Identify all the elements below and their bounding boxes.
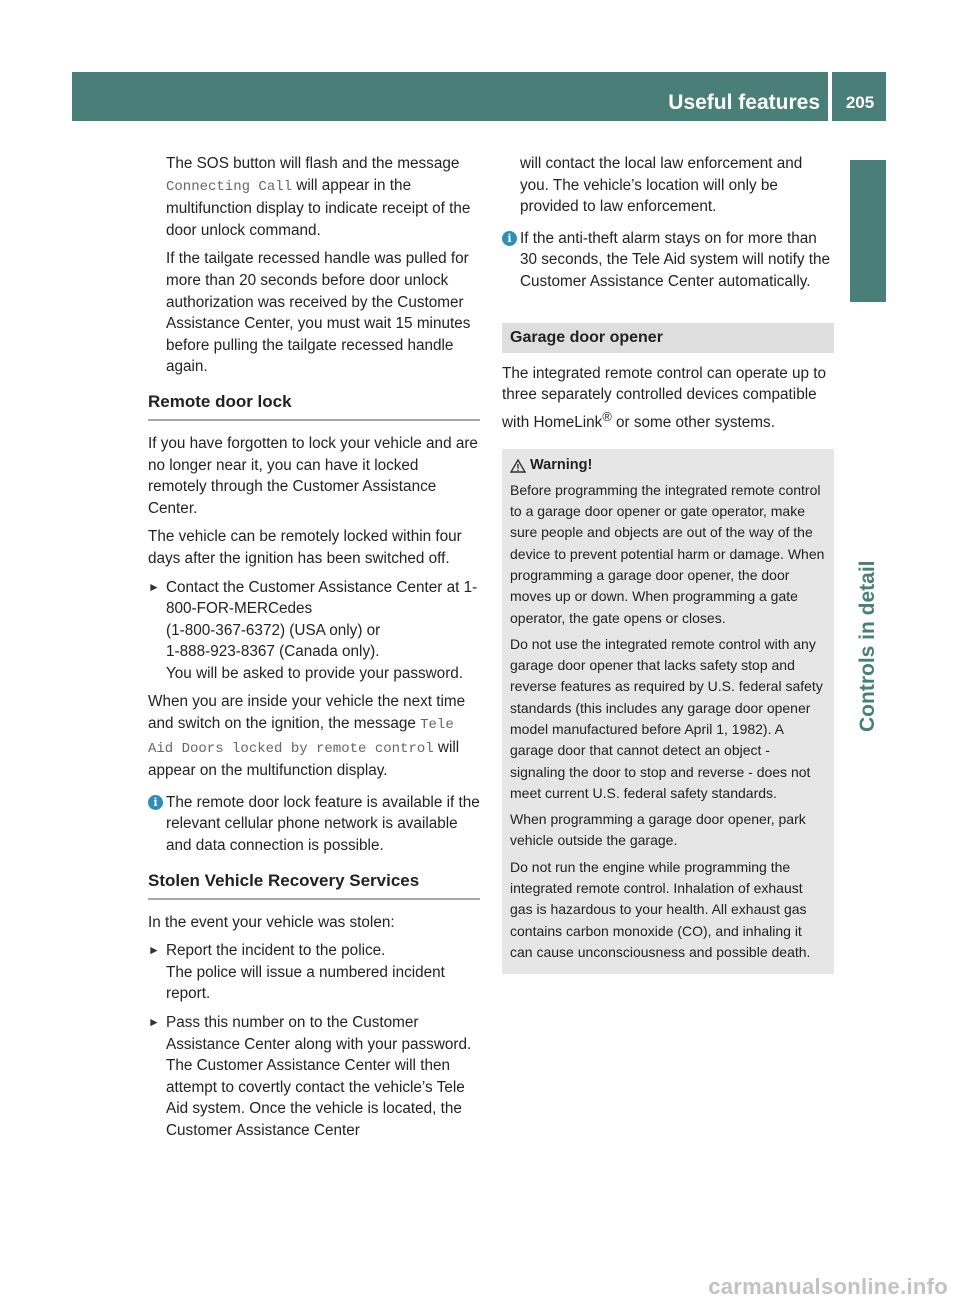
warning-title (510, 455, 826, 476)
step-result: The police will issue a numbered incident report. (166, 963, 445, 1003)
step-arrow-icon: ► (148, 943, 160, 958)
ignition-message-paragraph (148, 691, 480, 781)
warning-title-text: Warning! (530, 457, 593, 474)
info-text: If the anti-theft alarm stays on for more than 30 seconds, the Tele Aid system will notify the Customer Assistance Center automatically. (520, 229, 831, 290)
side-tab-label: Controls in detail (856, 560, 879, 732)
step-arrow-icon: ► (148, 1015, 160, 1029)
display-message: Connecting Call (166, 178, 293, 195)
heading-stolen-vehicle: Stolen Vehicle Recovery Services (148, 870, 480, 900)
text: will appear in the multifunction display to indicate receipt of the door unlock command. (166, 176, 471, 239)
info-icon: i (502, 231, 517, 246)
heading-remote-door-lock: Remote door lock (148, 391, 480, 421)
remote-lock-intro: If you have forgotten to lock your vehicle and are no longer near it, you can have it locked remotely through the Customer Assistance Center. (148, 434, 478, 517)
info-icon: i (148, 795, 163, 810)
header-divider (828, 72, 832, 121)
step-text: Report the incident to the police. (166, 942, 386, 960)
info-text: The remote door lock feature is available if the relevant cellular phone network is available and data connection is possible. (166, 793, 480, 855)
info-note-anti-theft (502, 228, 834, 293)
left-column (148, 153, 480, 1149)
page-number: 205 (845, 93, 875, 112)
display-message: Tele Aid Doors locked by remote control (148, 717, 454, 757)
text: The integrated remote control can operate up to three separately controlled devices compatible with HomeLink (502, 364, 826, 431)
header-title: Useful features (668, 91, 820, 114)
warning-paragraph: Do not use the integrated remote control with any garage door opener that lacks safety stop and reverse features as required by U.S. federal safety standards (this includes any garage door opener model manufactured before April 1, 1982). A garage door that cannot detect an object - signaling the door to stop and reverse - does not meet current U.S. federal safety standards. (510, 635, 823, 801)
header-bar (72, 72, 886, 121)
step-pass-number (148, 1012, 480, 1142)
step-arrow-icon: ► (148, 579, 160, 594)
warning-triangle-icon (510, 459, 526, 473)
step-text: (1-800-367-6372) (USA only) or (166, 621, 381, 639)
continued-paragraph: will contact the local law enforcement and you. The vehicle’s location will only be provided to law enforcement. (520, 155, 803, 216)
step-result: The Customer Assistance Center will then attempt to covertly contact the vehicle’s Tele Aid system. Once the vehicle is located, the Customer Assistance Center (166, 1057, 465, 1139)
stolen-intro: In the event your vehicle was stolen: (148, 913, 395, 931)
info-note-remote-lock (148, 792, 480, 857)
watermark: carmanualsonline.info (708, 1274, 948, 1299)
step-text: Contact the Customer Assistance Center at 1-800-FOR-MERCedes (166, 578, 478, 618)
remote-lock-timeframe: The vehicle can be remotely locked within four days after the ignition has been switched off. (148, 528, 462, 567)
tailgate-paragraph: If the tailgate recessed handle was pulled for more than 20 seconds before door unlock authorization was received by the Customer Assistance Center, you must wait 15 minutes before pulling the tailgate recessed handle again. (166, 250, 471, 376)
garage-intro (502, 363, 834, 434)
text: or some other systems. (611, 413, 775, 431)
text: When you are inside your vehicle the next time and switch on the ignition, the message (148, 693, 466, 733)
registered-mark: ® (602, 408, 612, 424)
text: will appear on the multifunction display. (148, 738, 460, 780)
warning-paragraph: When programming a garage door opener, park vehicle outside the garage. (510, 811, 806, 849)
step-contact-center (148, 577, 480, 685)
sos-message-paragraph (166, 153, 480, 241)
warning-paragraph: Do not run the engine while programming the integrated remote control. Inhalation of exhaust gas is hazardous to your health. All exhaust gas contains carbon monoxide (CO), and inhaling it can cause unconsciousness and possible death. (510, 858, 811, 960)
step-text: Pass this number on to the Customer Assistance Center along with your password. (166, 1014, 472, 1053)
heading-garage-door-opener: Garage door opener (502, 323, 834, 353)
text: The SOS button will flash and the message (166, 155, 460, 172)
side-tab-block (850, 160, 886, 302)
step-report-police (148, 940, 480, 1005)
right-column (502, 153, 834, 974)
sos-paragraphs (148, 153, 480, 378)
step-text: 1-888-923-8367 (Canada only). (166, 643, 380, 661)
step-result: You will be asked to provide your password. (166, 664, 464, 682)
warning-box (502, 449, 834, 974)
warning-paragraph: Before programming the integrated remote control to a garage door opener or gate operator, make sure people and objects are out of the way of the device to prevent potential harm or damage. When programming a garage door opener, the door moves up or down. When programming a gate operator, the gate opens or closes. (510, 481, 825, 626)
